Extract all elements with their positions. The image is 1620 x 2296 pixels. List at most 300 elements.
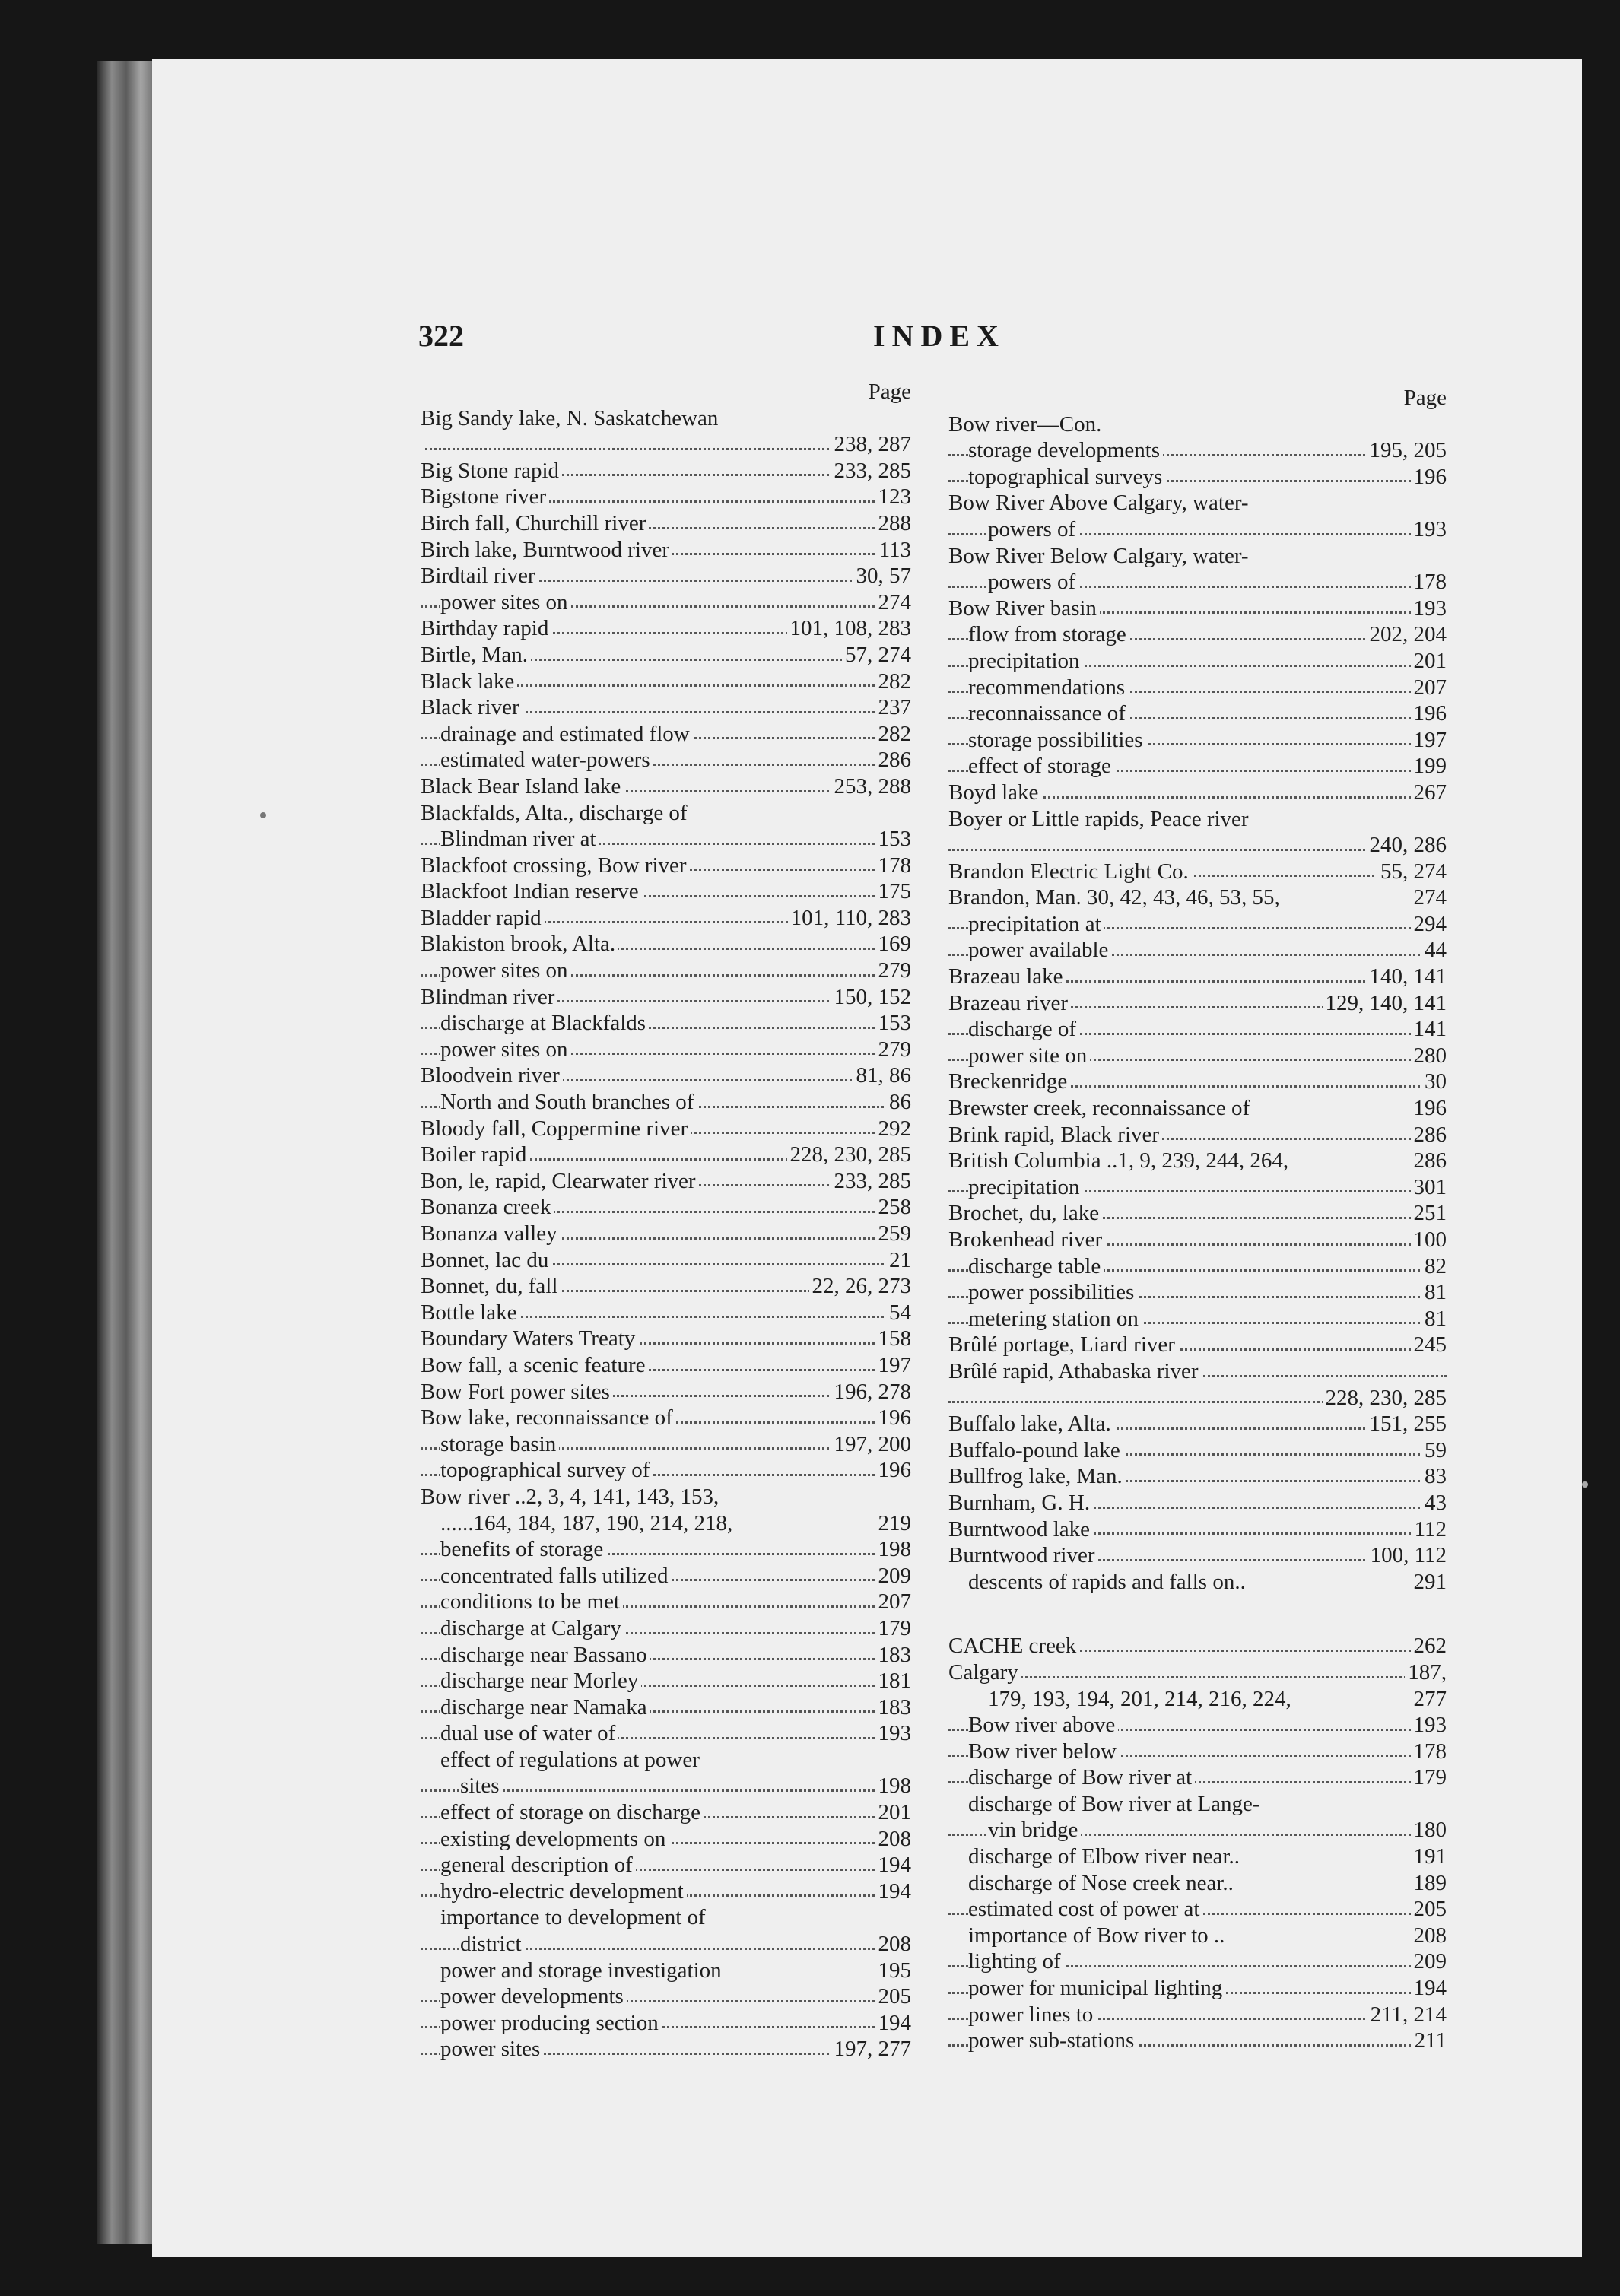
index-entry-text: benefits of storage	[440, 1537, 606, 1561]
index-entry	[421, 642, 911, 668]
index-entry	[421, 1878, 911, 1905]
index-entry-pages: 292	[875, 1116, 912, 1142]
index-entry-text: Brandon, Man. 30, 42, 43, 46, 53, 55,	[948, 885, 1283, 910]
index-entry-pages: 279	[875, 1037, 912, 1063]
index-entry-text: conditions to be met	[440, 1589, 623, 1614]
index-entry-pages: 211	[1412, 2028, 1447, 2054]
index-entry-text: Brink rapid, Black river	[948, 1123, 1162, 1147]
index-entry-text: Birtle, Man.	[421, 643, 531, 667]
index-entry-text: storage basin	[440, 1432, 559, 1456]
index-entry	[948, 911, 1447, 938]
index-entry-pages: 30	[1421, 1069, 1447, 1095]
index-entry-text: Buffalo lake, Alta.	[948, 1412, 1114, 1436]
index-entry	[421, 1431, 911, 1458]
index-entry	[948, 780, 1447, 806]
index-entry	[948, 1306, 1447, 1332]
index-entry-pages: 150, 152	[831, 984, 912, 1011]
index-entry-text: Bow river—Con.	[948, 412, 1104, 437]
index-entry	[421, 773, 911, 800]
index-entry	[421, 878, 911, 905]
index-entry-text: Brewster creek, reconnaissance of	[948, 1096, 1253, 1120]
index-entry-text: Burntwood lake	[948, 1517, 1093, 1542]
index-entry	[421, 1536, 911, 1563]
index-entry-text: Boyer or Little rapids, Peace river	[948, 807, 1252, 831]
index-entry-pages: 183	[875, 1694, 912, 1721]
index-entry-pages: 196	[875, 1457, 912, 1484]
index-entry-text: Bow fall, a scenic feature	[421, 1353, 649, 1377]
index-entry-pages: 113	[876, 537, 911, 564]
index-entry	[948, 1712, 1447, 1739]
index-entry-pages: 245	[1411, 1332, 1447, 1358]
index-entry-text: Bow lake, reconnaissance of	[421, 1405, 676, 1430]
index-entry-text: district	[460, 1932, 525, 1956]
index-entry-pages: 240, 286	[1367, 832, 1447, 859]
index-entry	[948, 1463, 1447, 1490]
index-entry	[421, 615, 911, 642]
index-entry	[421, 957, 911, 984]
index-entry	[421, 931, 911, 957]
index-entry	[948, 1437, 1447, 1464]
index-entry-text: Blindman river at	[440, 827, 599, 851]
index-entry-text	[968, 833, 971, 857]
index-entry	[421, 853, 911, 879]
index-entry-pages: 251	[1411, 1200, 1447, 1227]
index-entry-text: Bonnet, lac du	[421, 1248, 551, 1272]
index-entry-pages: 153	[875, 1010, 912, 1037]
index-entry-text: Bow River basin	[948, 596, 1100, 621]
index-entry-pages: 207	[875, 1589, 912, 1615]
index-entry-text: Burnham, G. H.	[948, 1491, 1093, 1515]
index-entry-text: precipitation	[968, 649, 1083, 673]
index-entry-text: Bow river above	[968, 1713, 1118, 1737]
index-entry-text: importance of Bow river to ..	[968, 1923, 1228, 1948]
index-entry	[421, 1300, 911, 1326]
index-entry	[948, 1200, 1447, 1227]
index-entry-text: Calgary	[948, 1660, 1021, 1685]
index-entry	[421, 1694, 911, 1721]
index-entry	[421, 1852, 911, 1878]
index-entry	[948, 437, 1447, 464]
index-entry	[421, 1799, 911, 1826]
index-entry-text: discharge at Blackfalds	[440, 1011, 649, 1035]
index-entry-pages: 140, 141	[1367, 964, 1447, 990]
index-entry-pages: 178	[1411, 1739, 1447, 1765]
index-entry	[421, 747, 911, 773]
index-entry	[421, 1089, 911, 1116]
index-entry-text: CACHE creek	[948, 1634, 1079, 1658]
index-entry	[948, 1542, 1447, 1569]
index-entry-pages: 196	[1411, 700, 1447, 727]
index-entry	[421, 984, 911, 1011]
index-entry-pages: 197, 277	[831, 2036, 912, 2063]
index-entry-pages: 194	[1411, 1975, 1447, 2002]
index-entry	[421, 1379, 911, 1405]
index-entry	[421, 800, 911, 827]
index-entry-text: power sites	[440, 2037, 543, 2061]
index-entry-text: dual use of water of	[440, 1721, 618, 1745]
index-entry-text: Bow River Below Calgary, water-	[948, 544, 1252, 568]
index-entry-text	[421, 432, 424, 456]
index-entry-text: lighting of	[968, 1949, 1064, 1974]
index-entry	[421, 1194, 911, 1221]
index-entry-pages: 196	[1411, 464, 1447, 491]
index-entry-text: Bow river ..2, 3, 4, 141, 143, 153,	[421, 1485, 722, 1509]
index-entry-pages: 183	[875, 1642, 912, 1669]
index-entry-pages: 193	[1411, 595, 1447, 622]
index-entry-pages: 288	[875, 510, 912, 537]
index-entry-text: power for municipal lighting	[968, 1976, 1225, 2000]
index-entry	[421, 1615, 911, 1642]
index-entry-pages: 193	[1411, 1712, 1447, 1739]
index-entry-pages: 201	[875, 1799, 912, 1826]
index-entry-list	[421, 405, 911, 2063]
index-entry-text: Big Sandy lake, N. Saskatchewan	[421, 406, 721, 430]
index-entry-pages: 209	[875, 1563, 912, 1589]
index-entry	[948, 1411, 1447, 1437]
index-entry-pages: 282	[875, 668, 912, 695]
index-entry	[948, 1069, 1447, 1095]
index-entry-text: discharge near Morley	[440, 1669, 641, 1693]
index-entry	[421, 431, 911, 458]
index-entry-text: Bladder rapid	[421, 906, 545, 930]
index-entry-text: existing developments on	[440, 1827, 669, 1851]
index-entry-pages: 112	[1412, 1516, 1447, 1543]
index-entry-pages: 205	[875, 1983, 912, 2010]
index-entry-pages: 259	[875, 1221, 912, 1247]
index-entry	[421, 1773, 911, 1799]
index-entry	[948, 1896, 1447, 1923]
index-entry	[421, 589, 911, 616]
index-entry-text: discharge of Elbow river near..	[968, 1844, 1243, 1869]
index-entry	[421, 1510, 911, 1537]
index-entry-text: discharge at Calgary	[440, 1616, 624, 1640]
index-entry-text: Black Bear Island lake	[421, 774, 624, 799]
index-entry-text: Brûlé rapid, Athabaska river	[948, 1359, 1202, 1383]
index-entry	[421, 1010, 911, 1037]
index-entry-pages: 198	[875, 1773, 912, 1799]
index-entry	[948, 1975, 1447, 2002]
index-entry-pages: 228, 230, 285	[1323, 1385, 1447, 1412]
index-entry-pages: 179	[1411, 1764, 1447, 1791]
index-entry	[948, 490, 1447, 516]
index-entry-pages: 196	[875, 1405, 912, 1431]
index-entry-text: power site on	[968, 1043, 1090, 1068]
index-entry-pages: 195, 205	[1367, 437, 1447, 464]
index-entry	[948, 884, 1447, 911]
index-entry	[948, 753, 1447, 780]
page-number: 322	[418, 319, 464, 353]
index-entry	[948, 595, 1447, 622]
index-entry	[948, 411, 1447, 438]
index-entry-pages: 238, 287	[831, 431, 912, 458]
index-entry-text: descents of rapids and falls on..	[968, 1570, 1249, 1594]
index-entry-text: estimated water-powers	[440, 748, 653, 772]
index-entry	[948, 1043, 1447, 1069]
index-entry	[421, 1563, 911, 1589]
index-entry-text: Birch lake, Burntwood river	[421, 538, 672, 562]
index-entry-pages: 191	[1411, 1843, 1447, 1870]
index-entry-pages: 86	[886, 1089, 911, 1116]
index-entry-pages: 233, 285	[831, 458, 912, 484]
index-entry-pages: 54	[886, 1300, 911, 1326]
index-entry-pages: 253, 288	[831, 773, 912, 800]
index-entry-text: Burntwood river	[948, 1543, 1098, 1567]
index-entry-text: precipitation	[968, 1175, 1083, 1199]
index-entry-text: Big Stone rapid	[421, 459, 562, 483]
index-entry	[421, 1405, 911, 1431]
index-entry	[948, 2002, 1447, 2028]
index-entry-text	[968, 1386, 971, 1410]
index-entry-text: power sites on	[440, 958, 571, 983]
index-entry	[948, 2028, 1447, 2054]
index-entry	[948, 1659, 1447, 1686]
index-entry-text: effect of regulations at power	[440, 1748, 703, 1772]
index-column-left	[421, 379, 911, 2063]
index-entry-text: topographical survey of	[440, 1458, 653, 1482]
index-entry-pages: 205	[1411, 1896, 1447, 1923]
index-entry	[948, 1332, 1447, 1358]
index-entry-pages: 291	[1411, 1569, 1447, 1596]
index-entry-text: Birthday rapid	[421, 616, 551, 640]
index-entry-text: discharge of Nose creek near..	[968, 1871, 1237, 1895]
index-entry	[421, 1116, 911, 1142]
index-entry-pages: 141	[1411, 1016, 1447, 1043]
index-entry-text: power lines to	[968, 2002, 1096, 2027]
index-entry	[421, 1062, 911, 1089]
index-entry-text: Brandon Electric Light Co.	[948, 859, 1192, 884]
index-entry-text: Blackfalds, Alta., discharge of	[421, 801, 691, 825]
index-entry-pages: 101, 110, 283	[788, 905, 911, 932]
index-entry-pages: 207	[1411, 675, 1447, 701]
index-entry-text: Bonnet, du, fall	[421, 1274, 561, 1298]
index-entry	[421, 1720, 911, 1747]
index-entry-text: storage possibilities	[968, 728, 1146, 752]
index-entry-pages: 197, 200	[831, 1431, 912, 1458]
index-entry	[421, 1668, 911, 1694]
index-entry	[948, 648, 1447, 675]
index-entry-pages: 286	[1411, 1122, 1447, 1148]
index-entry-pages: 262	[1411, 1633, 1447, 1659]
index-entry-text: power sub-stations	[968, 2028, 1137, 2053]
index-entry-pages: 180	[1411, 1817, 1447, 1843]
index-entry-pages: 301	[1411, 1174, 1447, 1201]
index-entry	[948, 1385, 1447, 1412]
index-entry-text: Bow River Above Calgary, water-	[948, 491, 1252, 515]
index-entry	[421, 1352, 911, 1379]
index-entry-text: Buffalo-pound lake	[948, 1438, 1123, 1462]
index-entry-text: power and storage investigation	[440, 1958, 725, 1983]
index-entry-text: topographical surveys	[968, 465, 1165, 489]
index-entry	[421, 694, 911, 721]
index-entry	[421, 2010, 911, 2037]
index-entry-text: power sites on	[440, 590, 571, 614]
index-entry-pages: 181	[875, 1668, 912, 1694]
index-entry-pages: 57, 274	[842, 642, 911, 668]
index-entry-pages: 123	[875, 484, 912, 510]
index-entry	[421, 668, 911, 695]
index-entry-text: Breckenridge	[948, 1069, 1070, 1094]
index-entry	[948, 1279, 1447, 1306]
index-entry-text: Blackfoot Indian reserve	[421, 879, 642, 903]
index-entry-text: Birdtail river	[421, 564, 538, 588]
index-entry-text: Brokenhead river	[948, 1227, 1105, 1252]
index-entry-text: drainage and estimated flow	[440, 722, 693, 746]
index-entry	[421, 1168, 911, 1195]
index-entry-pages: 194	[875, 1852, 912, 1878]
index-entry-text: power developments	[440, 1984, 627, 2009]
index-entry	[948, 727, 1447, 754]
index-entry	[948, 1948, 1447, 1975]
index-entry-pages: 44	[1421, 937, 1447, 964]
index-entry	[948, 1791, 1447, 1818]
index-entry	[421, 537, 911, 564]
index-entry	[948, 1174, 1447, 1201]
index-entry	[948, 464, 1447, 491]
index-entry-pages: 178	[1411, 569, 1447, 595]
index-entry	[421, 1142, 911, 1168]
index-entry-pages: 100, 112	[1367, 1542, 1447, 1569]
index-entry	[421, 905, 911, 932]
index-entry	[421, 721, 911, 748]
index-entry-pages: 21	[886, 1247, 911, 1274]
column-page-heading: Page	[1403, 386, 1447, 410]
index-entry	[421, 1484, 911, 1510]
index-entry	[948, 1739, 1447, 1765]
index-column-right	[948, 379, 1447, 2054]
index-entry	[421, 510, 911, 537]
index-entry-text: discharge near Bassano	[440, 1643, 650, 1667]
index-entry	[948, 621, 1447, 648]
index-entry-text: Brazeau river	[948, 991, 1071, 1015]
index-entry-text: Bottle lake	[421, 1300, 519, 1325]
index-entry	[421, 484, 911, 510]
index-entry-pages: 274	[1411, 884, 1447, 911]
index-entry-text: ......164, 184, 187, 190, 214, 218,	[440, 1511, 735, 1535]
index-entry	[948, 1870, 1447, 1897]
index-entry-text: recommendations	[968, 675, 1128, 700]
index-entry-text: power available	[968, 938, 1111, 962]
index-entry	[948, 990, 1447, 1017]
index-entry-text: flow from storage	[968, 622, 1129, 646]
index-entry	[421, 1273, 911, 1300]
index-entry-pages: 81	[1421, 1306, 1447, 1332]
index-entry-text: sites	[460, 1774, 503, 1798]
index-entry-pages: 101, 108, 283	[787, 615, 912, 642]
index-entry-pages: 83	[1421, 1463, 1447, 1490]
page-speck	[260, 812, 266, 818]
index-entry-pages: 277	[1411, 1686, 1447, 1713]
index-entry-pages: 202, 204	[1367, 621, 1447, 648]
index-entry-text: North and South branches of	[440, 1090, 697, 1114]
index-entry-pages: 178	[875, 853, 912, 879]
index-entry-pages: 286	[875, 747, 912, 773]
index-entry	[948, 1253, 1447, 1280]
index-entry-pages: 169	[875, 931, 912, 957]
index-entry	[948, 1516, 1447, 1543]
index-entry-text: effect of storage on discharge	[440, 1800, 704, 1824]
index-entry-pages: 22, 26, 273	[809, 1273, 912, 1300]
section-gap	[948, 1595, 1447, 1633]
index-entry	[948, 806, 1447, 833]
index-entry-text: concentrated falls utilized	[440, 1564, 672, 1588]
index-entry-text: Boyd lake	[948, 780, 1041, 805]
book-spine	[97, 61, 155, 2244]
index-entry	[948, 1227, 1447, 1253]
index-entry-pages: 199	[1411, 753, 1447, 780]
index-entry-text: Blackfoot crossing, Bow river	[421, 853, 690, 878]
index-entry-pages: 208	[875, 1826, 912, 1853]
index-entry-text: Bow Fort power sites	[421, 1380, 613, 1404]
index-entry	[948, 1358, 1447, 1385]
page-title: INDEX	[873, 319, 1005, 353]
index-entry-text: Brochet, du, lake	[948, 1201, 1102, 1225]
index-entry-text: Bow river below	[968, 1739, 1120, 1764]
index-entry-pages: 81	[1421, 1279, 1447, 1306]
index-entry-text: Brûlé portage, Liard river	[948, 1332, 1178, 1357]
index-entry-text: Bonanza creek	[421, 1195, 554, 1219]
index-entry-pages: 194	[875, 1878, 912, 1905]
index-entry-text: discharge near Namaka	[440, 1695, 650, 1720]
index-entry-text: power sites on	[440, 1037, 571, 1062]
index-entry	[421, 563, 911, 589]
index-entry	[421, 1904, 911, 1931]
index-entry-text: Blindman river	[421, 985, 557, 1009]
index-entry-pages: 208	[875, 1931, 912, 1958]
index-entry	[421, 826, 911, 853]
index-entry	[421, 405, 911, 432]
index-entry-text: reconnaissance of	[968, 701, 1129, 726]
index-entry-pages: 30, 57	[853, 563, 912, 589]
index-entry	[948, 1095, 1447, 1122]
index-entry-text: storage developments	[968, 438, 1163, 462]
index-entry-pages: 193	[1411, 516, 1447, 543]
index-entry-text: Blakiston brook, Alta.	[421, 932, 618, 956]
index-entry-pages: 211, 214	[1367, 2002, 1447, 2028]
index-entry-text: Bonanza valley	[421, 1221, 561, 1246]
index-entry-pages: 208	[1411, 1923, 1447, 1949]
index-entry	[948, 1843, 1447, 1870]
index-entry	[421, 1747, 911, 1774]
index-entry	[421, 1037, 911, 1063]
index-entry-pages: 274	[875, 589, 912, 616]
index-entry-pages: 81, 86	[853, 1062, 912, 1089]
index-entry-pages: 55, 274	[1377, 859, 1447, 885]
index-entry	[948, 1633, 1447, 1659]
index-entry	[948, 543, 1447, 570]
index-entry	[948, 675, 1447, 701]
index-entry-pages: 43	[1421, 1490, 1447, 1516]
index-entry	[421, 1247, 911, 1274]
index-entry-pages: 286	[1411, 1148, 1447, 1174]
index-entry-text: Bon, le, rapid, Clearwater river	[421, 1169, 699, 1193]
index-entry-pages: 151, 255	[1367, 1411, 1447, 1437]
index-entry-pages: 194	[875, 2010, 912, 2037]
index-entry	[948, 1148, 1447, 1174]
index-entry-pages: 282	[875, 721, 912, 748]
index-entry-text: British Columbia ..1, 9, 239, 244, 264,	[948, 1148, 1291, 1173]
index-entry	[421, 1826, 911, 1853]
index-entry-pages: 267	[1411, 780, 1447, 806]
index-entry	[948, 964, 1447, 990]
index-entry-text: Bloody fall, Coppermine river	[421, 1116, 691, 1141]
index-entry-text: Boundary Waters Treaty	[421, 1326, 638, 1351]
index-entry-pages: 59	[1421, 1437, 1447, 1464]
index-entry	[948, 569, 1447, 595]
index-entry	[948, 1569, 1447, 1596]
index-entry-text: vin bridge	[988, 1818, 1081, 1842]
index-entry-pages: 209	[1411, 1948, 1447, 1975]
index-entry	[948, 700, 1447, 727]
